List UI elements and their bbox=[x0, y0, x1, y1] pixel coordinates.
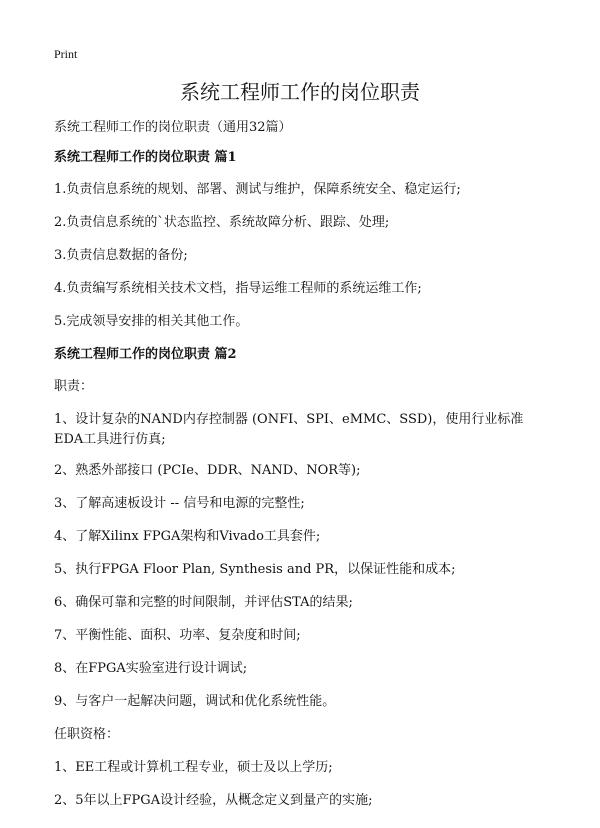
section-1 bbox=[54, 148, 544, 332]
list-item: 2.负责信息系统的`状态监控、系统故障分析、跟踪、处理; bbox=[54, 215, 390, 230]
document-title: 系统工程师工作的岗位职责 bbox=[180, 80, 420, 104]
list-item: 1、设计复杂的NAND内存控制器 (ONFI、SPI、eMMC、SSD)，使用行业标准EDA工具进行仿真; bbox=[54, 412, 524, 447]
print-label: Print bbox=[54, 47, 78, 61]
list-item: 2、5年以上FPGA设计经验，从概念定义到量产的实施; bbox=[54, 793, 373, 808]
document-content bbox=[54, 148, 544, 824]
list-item: 6、确保可靠和完整的时间限制，并评估STA的结果; bbox=[54, 595, 353, 610]
list-item: 4、了解Xilinx FPGA架构和Vivado工具套件; bbox=[54, 529, 321, 544]
list-item: 7、平衡性能、面积、功率、复杂度和时间; bbox=[54, 628, 301, 643]
list-item: 8、在FPGA实验室进行设计调试; bbox=[54, 661, 248, 676]
section-2 bbox=[54, 345, 544, 811]
list-item: 5.完成领导安排的相关其他工作。 bbox=[54, 314, 249, 329]
list-item: 1.负责信息系统的规划、部署、测试与维护，保障系统安全、稳定运行; bbox=[54, 182, 461, 197]
requirements-label: 任职资格： bbox=[54, 727, 120, 742]
document-subtitle: 系统工程师工作的岗位职责（通用32篇） bbox=[54, 120, 292, 135]
section-heading: 系统工程师工作的岗位职责 篇2 bbox=[54, 347, 237, 362]
list-item: 3、了解高速板设计 -- 信号和电源的完整性; bbox=[54, 496, 305, 511]
list-item: 9、与客户一起解决问题，调试和优化系统性能。 bbox=[54, 694, 336, 709]
list-item: 2、熟悉外部接口 (PCIe、DDR、NAND、NOR等); bbox=[54, 463, 361, 478]
list-item: 4.负责编写系统相关技术文档，指导运维工程师的系统运维工作; bbox=[54, 281, 422, 296]
list-item: 5、执行FPGA Floor Plan, Synthesis and PR，以保证性能和成本; bbox=[54, 562, 456, 577]
list-item: 3.负责信息数据的备份; bbox=[54, 248, 188, 263]
duties-label: 职责： bbox=[54, 379, 94, 394]
section-heading: 系统工程师工作的岗位职责 篇1 bbox=[54, 150, 237, 165]
list-item: 1、EE工程或计算机工程专业，硕士及以上学历; bbox=[54, 760, 333, 775]
